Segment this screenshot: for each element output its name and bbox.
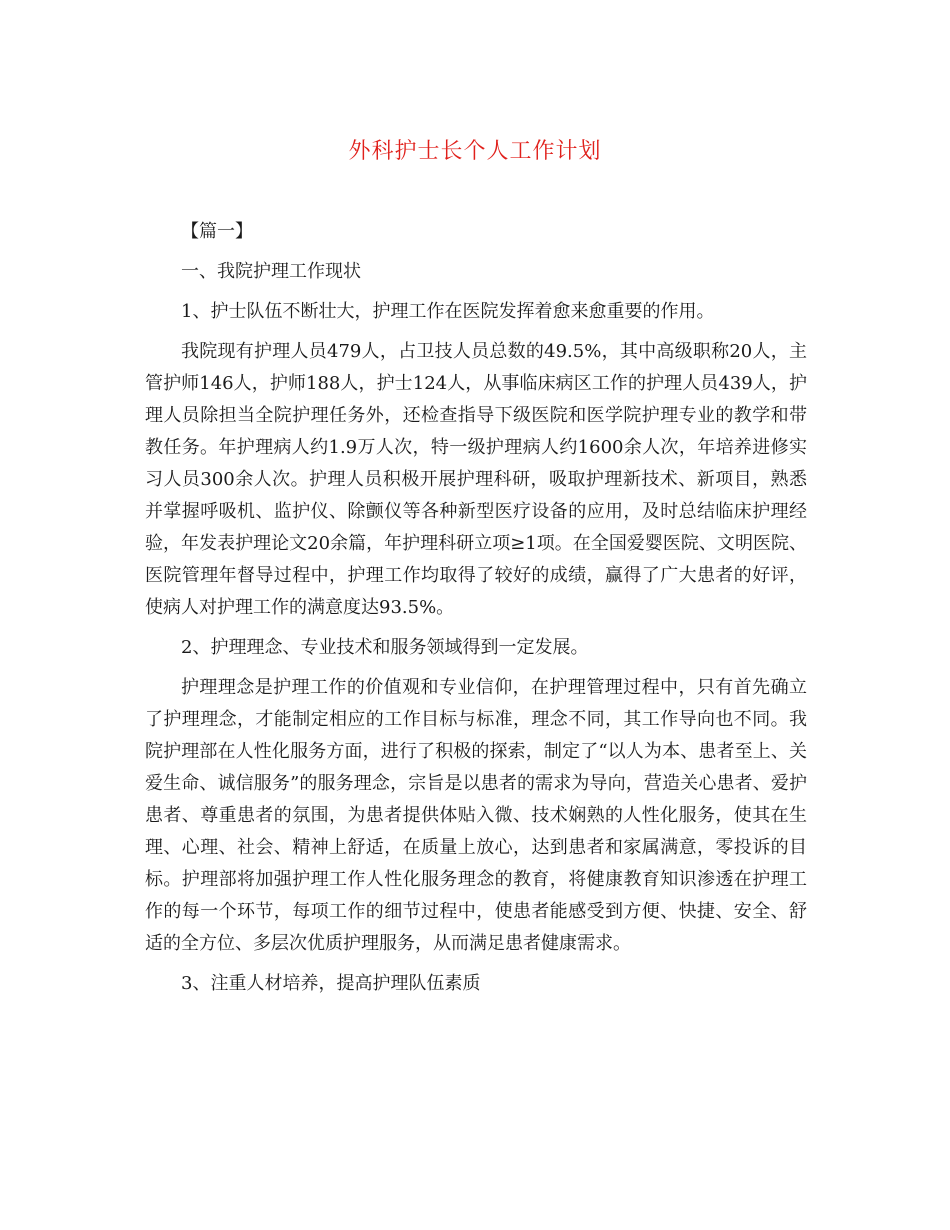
subsection-heading: 1、护士队伍不断壮大，护理工作在医院发挥着愈来愈重要的作用。: [181, 301, 715, 322]
section-heading: 一、我院护理工作现状: [181, 261, 361, 282]
document-body: [145, 216, 807, 1008]
document-title: 外科护士长个人工作计划: [348, 139, 602, 164]
body-paragraph: 护理理念是护理工作的价值观和专业信仰，在护理管理过程中，只有首先确立了护理理念，才能制定相应的工作目标与标准，理念不同，其工作导向也不同。我院护理部在人性化服务方面，进行了积极的探索，制定了“以人为本、患者至上、关爱生命、诚信服务”的服务理念，宗旨是以患者的需求为导向，营造关心患者、爱护患者、尊重患者的氛围，为患者提供体贴入微、技术娴熟的人性化服务，使其在生理、心理、社会、精神上舒适，在质量上放心，达到患者和家属满意，零投诉的目标。护理部将加强护理工作人性化服务理念的教育，将健康教育知识渗透在护理工作的每一个环节，每项工作的细节过程中，使患者能感受到方便、快捷、安全、舒适的全方位、多层次优质护理服务，从而满足患者健康需求。: [145, 677, 807, 954]
subsection-heading: 2、护理理念、专业技术和服务领域得到一定发展。: [181, 637, 589, 658]
section-marker: 【篇一】: [181, 221, 253, 242]
subsection-heading: 3、注重人材培养，提高护理队伍素质: [181, 973, 481, 994]
body-paragraph: 我院现有护理人员479人，占卫技人员总数的49.5%，其中高级职称20人，主管护师146人，护师188人，护士124人，从事临床病区工作的护理人员439人，护理人员除担当全院护理任务外，还检查指导下级医院和医学院护理专业的教学和带教任务。年护理病人约1.9万人次，特一级护理病人约1600余人次，年培养进修实习人员300余人次。护理人员积极开展护理科研，吸取护理新技术、新项目，熟悉并掌握呼吸机、监护仪、除颤仪等各种新型医疗设备的应用，及时总结临床护理经验，年发表护理论文20余篇，年护理科研立项≥1项。在全国爱婴医院、文明医院、医院管理年督导过程中，护理工作均取得了较好的成绩，赢得了广大患者的好评，使病人对护理工作的满意度达93.5%。: [145, 341, 807, 618]
